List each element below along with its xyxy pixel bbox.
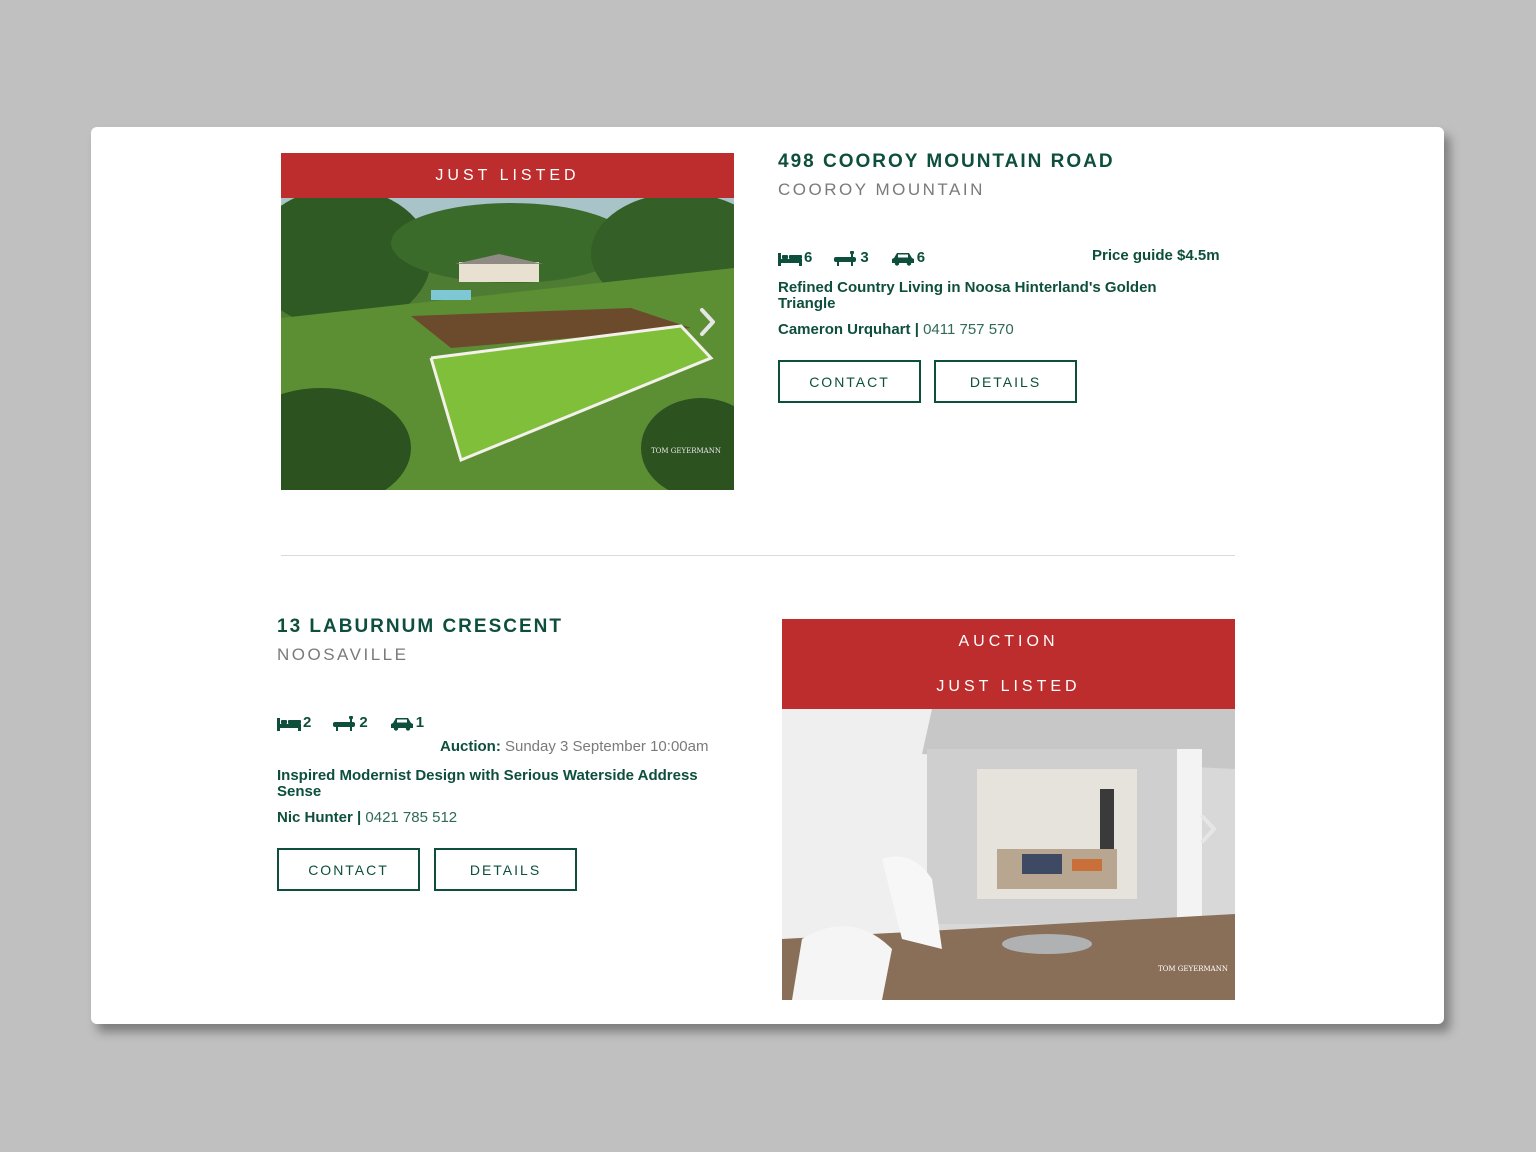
next-image-chevron-right-icon[interactable] xyxy=(1195,809,1221,849)
bedrooms-feature xyxy=(277,714,311,731)
agent-phone[interactable]: 0421 785 512 xyxy=(365,809,458,826)
listing-1-photo-block[interactable] xyxy=(281,153,734,490)
listing-2-photo[interactable] xyxy=(782,709,1235,1000)
bathrooms-feature xyxy=(834,249,868,266)
bathrooms-count: 3 xyxy=(860,249,869,266)
listing-1-suburb: COOROY MOUNTAIN xyxy=(778,180,985,199)
contact-button[interactable]: CONTACT xyxy=(778,360,921,403)
listing-2-photo-block[interactable] xyxy=(782,619,1235,1000)
bathrooms-feature xyxy=(333,714,367,731)
bath-icon xyxy=(333,716,357,731)
listing-1-agent xyxy=(778,321,1014,338)
listing-1-photo[interactable] xyxy=(281,198,734,490)
listing-2-auction xyxy=(440,738,708,755)
next-image-chevron-right-icon[interactable] xyxy=(694,302,720,342)
listing-2-headline[interactable]: Inspired Modernist Design with Serious Waterside Address Sense xyxy=(277,767,698,800)
listing-2-features xyxy=(277,714,424,731)
listing-1-headline[interactable]: Refined Country Living in Noosa Hinterland's Golden Triangle xyxy=(778,279,1157,312)
listing-1-address[interactable]: 498 COOROY MOUNTAIN ROAD xyxy=(778,151,1115,172)
agent-name[interactable]: Nic Hunter xyxy=(277,809,353,826)
listing-2-info xyxy=(277,616,737,665)
bedrooms-count: 6 xyxy=(804,249,813,266)
svg-text:TOM GEYERMANN: TOM GEYERMANN xyxy=(651,447,721,455)
listing-1-info xyxy=(778,151,1238,200)
bathrooms-count: 2 xyxy=(359,714,368,731)
listing-2-suburb: NOOSAVILLE xyxy=(277,645,409,664)
listings-card xyxy=(91,127,1444,1024)
listing-1-features xyxy=(778,249,925,266)
listing-2-address[interactable]: 13 LABURNUM CRESCENT xyxy=(277,616,563,637)
just-listed-ribbon: JUST LISTED xyxy=(936,677,1081,695)
agent-separator: | xyxy=(910,321,924,338)
agent-name[interactable]: Cameron Urquhart xyxy=(778,321,911,338)
auction-ribbon: AUCTION xyxy=(958,632,1059,650)
agent-phone[interactable]: 0411 757 570 xyxy=(923,321,1014,338)
bed-icon xyxy=(277,716,301,731)
auction-label: Auction: xyxy=(440,738,501,755)
auction-time: Sunday 3 September 10:00am xyxy=(500,738,709,755)
interior-property-photo xyxy=(782,709,1235,1000)
just-listed-ribbon: JUST LISTED xyxy=(281,153,734,198)
car-icon xyxy=(891,251,915,266)
bed-icon xyxy=(778,251,802,266)
contact-button[interactable]: CONTACT xyxy=(277,848,420,891)
carspaces-feature xyxy=(891,249,925,266)
carspaces-count: 1 xyxy=(415,714,425,731)
listing-2-agent xyxy=(277,809,457,826)
car-icon xyxy=(390,716,414,731)
bedrooms-feature xyxy=(778,249,812,266)
carspaces-count: 6 xyxy=(916,249,926,266)
ribbon-stack xyxy=(782,619,1235,709)
bedrooms-count: 2 xyxy=(303,714,312,731)
listing-divider xyxy=(281,555,1235,556)
agent-separator: | xyxy=(352,809,366,826)
svg-text:TOM GEYERMANN: TOM GEYERMANN xyxy=(1158,965,1228,973)
bath-icon xyxy=(834,251,858,266)
aerial-property-photo xyxy=(281,198,734,490)
details-button[interactable]: DETAILS xyxy=(434,848,577,891)
listing-1-price: Price guide $4.5m xyxy=(1092,247,1220,264)
carspaces-feature xyxy=(390,714,424,731)
details-button[interactable]: DETAILS xyxy=(934,360,1077,403)
